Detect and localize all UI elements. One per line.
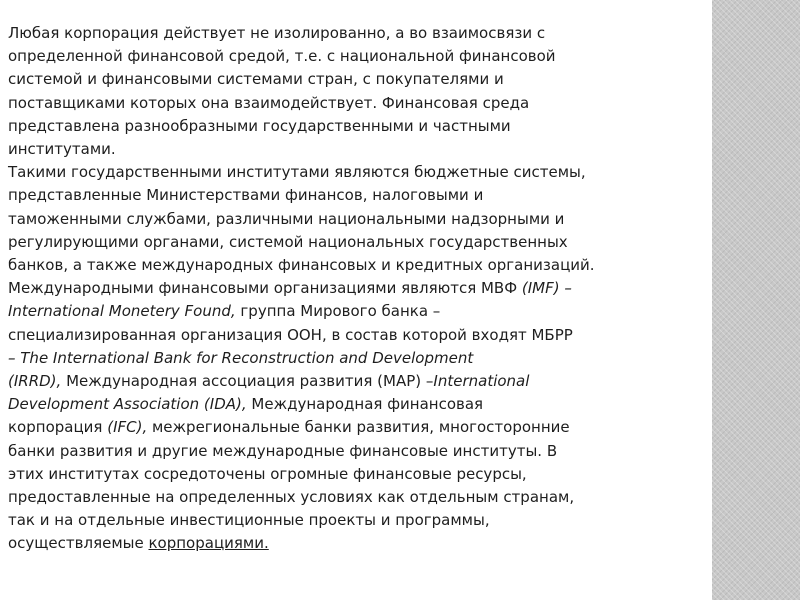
text-line: институтами.	[8, 140, 116, 159]
text-line	[8, 277, 698, 300]
text-line: таможенными службами, различными национальными надзорными и	[8, 209, 565, 228]
text-line: поставщиками которых она взаимодействует. Финансовая среда	[8, 93, 530, 112]
italic-text-segment: (IFC),	[107, 418, 148, 437]
text-line	[8, 300, 698, 323]
text-line: этих институтах сосредоточены огромные финансовые ресурсы,	[8, 464, 527, 483]
text-line: банки развития и другие международные финансовые институты. В	[8, 441, 558, 460]
text-line: Такими государственными институтами являются бюджетные системы,	[8, 163, 586, 182]
text-line: специализированная организация ООН, в состав которой входят МБРР	[8, 325, 573, 344]
italic-text-segment: International	[433, 372, 530, 391]
text-line: предоставленные на определенных условиях как отдельным странам,	[8, 488, 575, 507]
text-line: определенной финансовой средой, т.е. с национальной финансовой	[8, 47, 556, 66]
italic-text-segment: (IRRD),	[8, 372, 62, 391]
text-segment: Международными финансовыми организациями являются МВФ	[8, 279, 522, 298]
text-segment: межрегиональные банки развития, многосторонние	[147, 418, 570, 437]
text-line: системой и финансовыми системами стран, с покупателями и	[8, 70, 504, 89]
decorative-side-stripe	[712, 0, 800, 600]
text-line	[8, 393, 698, 416]
italic-text-segment: Development Association (IDA),	[8, 395, 247, 414]
text-line	[8, 416, 698, 439]
text-line: представлена разнообразными государственными и частными	[8, 116, 511, 135]
text-segment: корпорация	[8, 418, 108, 437]
text-line	[8, 370, 698, 393]
corporations-link[interactable]: корпорациями.	[148, 534, 269, 553]
text-segment: Международная ассоциация развития (MAP) –	[61, 372, 434, 391]
text-line: представленные Министерствами финансов, налоговыми и	[8, 186, 484, 205]
italic-text-line: – The International Bank for Reconstruction and Development	[8, 348, 474, 367]
text-segment: Международная финансовая	[246, 395, 484, 414]
italic-text-segment: (IMF) –	[521, 279, 572, 298]
text-line	[8, 532, 698, 555]
text-line: Любая корпорация действует не изолированно, а во взаимосвязи с	[8, 24, 546, 42]
text-line: банков, а также международных финансовых и кредитных организаций.	[8, 256, 595, 275]
text-line: так и на отдельные инвестиционные проекты и программы,	[8, 511, 490, 530]
text-line: регулирующими органами, системой национальных государственных	[8, 232, 568, 251]
text-segment: осуществляемые	[8, 534, 149, 553]
italic-text-segment: International Monetery Found,	[8, 302, 236, 321]
text-segment: группа Мирового банка –	[235, 302, 441, 321]
slide-body-text	[8, 22, 698, 556]
